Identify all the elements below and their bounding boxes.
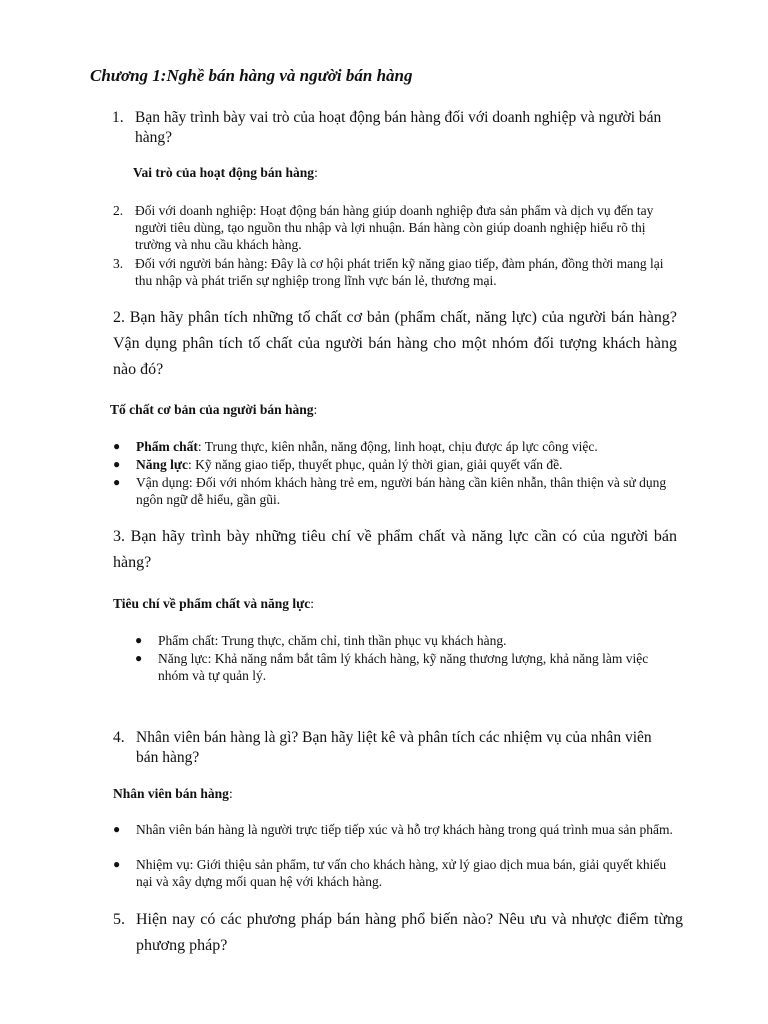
section-heading-3-text: Tiêu chí về phẩm chất và năng lực — [113, 596, 311, 611]
list-item-text: : Trung thực, kiên nhẫn, năng động, linh hoạt, chịu được áp lực công việc. — [197, 439, 598, 454]
list-item-text: Đối với người bán hàng: Đây là cơ hội phát triển kỹ năng giao tiếp, đàm phán, đồng thời mang lại thu nhập và phát triển sự nghiệp trong lĩnh vực bán lẻ, thương mại. — [135, 256, 664, 288]
heading-colon: : — [314, 165, 318, 180]
question-4-number: 4. — [113, 729, 125, 746]
question-2-text: 2. Bạn hãy phân tích những tố chất cơ bản (phẩm chất, năng lực) của người bán hàng? Vận dụng phân tích tố chất của người bán hàng cho một nhóm đối tượng khách hàng nào đó? — [113, 309, 677, 378]
list-item-number: 2. — [113, 203, 124, 218]
bullet-icon: ● — [135, 651, 143, 665]
bullet-icon: ● — [113, 822, 121, 836]
question-5 — [113, 907, 683, 959]
bullet-icon: ● — [113, 857, 121, 871]
list-item — [113, 255, 673, 289]
question-1 — [112, 108, 672, 148]
list-item — [135, 632, 680, 649]
bullet-icon: ● — [113, 457, 121, 471]
question-5-text: Hiện nay có các phương pháp bán hàng phổ biến nào? Nêu ưu và nhược điểm từng phương pháp? — [136, 911, 683, 954]
list-item — [113, 856, 678, 890]
list-item-bold: Năng lực — [136, 457, 188, 472]
list-item-number: 3. — [113, 256, 124, 271]
question-5-number: 5. — [113, 911, 125, 928]
list-item-text: : Kỹ năng giao tiếp, thuyết phục, quản lý thời gian, giải quyết vấn đề. — [187, 457, 563, 472]
section-heading-4 — [113, 786, 233, 802]
list-item — [135, 650, 680, 684]
question-1-number: 1. — [112, 109, 124, 126]
question-1-text: Bạn hãy trình bày vai trò của hoạt động bán hàng đối với doanh nghiệp và người bán hàng? — [135, 109, 662, 146]
list-item — [113, 821, 678, 838]
list-item — [113, 202, 673, 253]
section-heading-1 — [133, 165, 318, 181]
question-3-text: 3. Bạn hãy trình bày những tiêu chí về phẩm chất và năng lực cần có của người bán hàng? — [113, 528, 677, 571]
list-item-bold: Phẩm chất — [136, 439, 198, 454]
heading-colon: : — [313, 402, 318, 417]
list-item-text: Đối với doanh nghiệp: Hoạt động bán hàng giúp doanh nghiệp đưa sản phẩm và dịch vụ đến tay người tiêu dùng, tạo nguồn thu nhập và lợi nhuận. Bán hàng còn giúp doanh nghiệp hiểu rõ thị trường và nhu cầu khách hàng. — [135, 203, 654, 252]
bullet-icon: ● — [113, 439, 121, 453]
section-heading-3 — [113, 596, 314, 612]
list-item — [113, 456, 678, 473]
bullet-icon: ● — [113, 475, 121, 489]
question-4-text: Nhân viên bán hàng là gì? Bạn hãy liệt kê và phân tích các nhiệm vụ của nhân viên bán hàng? — [136, 729, 652, 766]
list-item-text: Nhiệm vụ: Giới thiệu sản phẩm, tư vấn cho khách hàng, xử lý giao dịch mua bán, giải quyết khiếu nại và xây dựng mối quan hệ với khách hàng. — [136, 857, 667, 889]
list-item-text: Vận dụng: Đối với nhóm khách hàng trẻ em, người bán hàng cần kiên nhẫn, thân thiện và sử dụng ngôn ngữ dễ hiểu, gần gũi. — [136, 475, 667, 507]
list-item — [113, 438, 678, 455]
heading-colon: : — [228, 786, 233, 801]
question-4 — [113, 728, 673, 768]
heading-colon: : — [310, 596, 315, 611]
section-heading-2 — [110, 402, 317, 418]
list-item-text: Nhân viên bán hàng là người trực tiếp tiếp xúc và hỗ trợ khách hàng trong quá trình mua sản phẩm. — [136, 822, 673, 837]
section-heading-1-text: Vai trò của hoạt động bán hàng — [133, 165, 315, 180]
chapter-title: Chương 1:Nghề bán hàng và người bán hàng — [90, 66, 413, 85]
list-item-text: Phẩm chất: Trung thực, chăm chỉ, tinh thần phục vụ khách hàng. — [158, 633, 507, 648]
list-item — [113, 474, 678, 508]
bullet-icon: ● — [135, 633, 143, 647]
section-heading-2-text: Tố chất cơ bản của người bán hàng — [110, 402, 314, 417]
section-heading-4-text: Nhân viên bán hàng — [113, 786, 229, 801]
list-item-text: Năng lực: Khả năng nắm bắt tâm lý khách hàng, kỹ năng thương lượng, khả năng làm việc nhóm và tự quản lý. — [158, 651, 649, 683]
